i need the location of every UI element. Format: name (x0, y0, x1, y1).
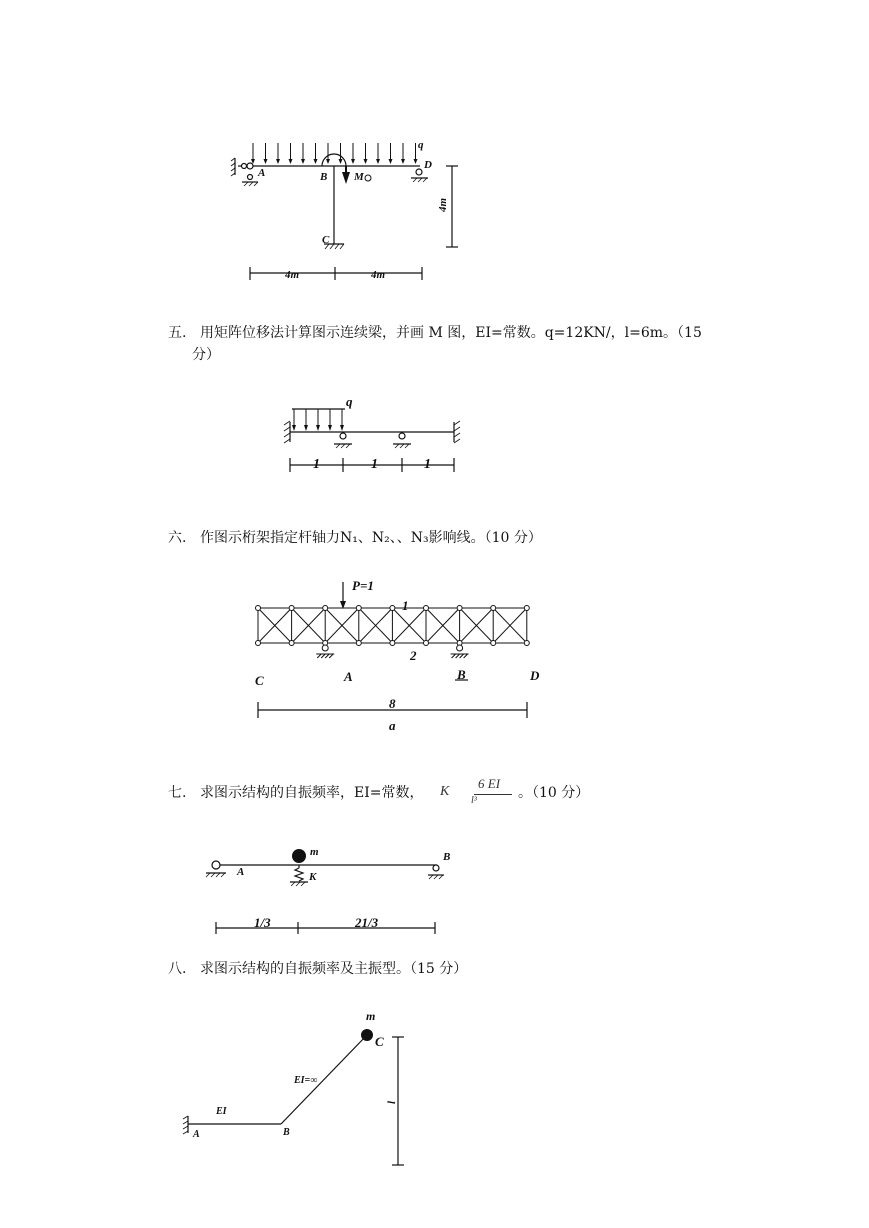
node-label-a: A (258, 167, 266, 179)
node-label-b: B (320, 171, 328, 183)
dim-label-1: 4m (285, 269, 300, 281)
span-label-3: 1 (424, 457, 431, 472)
node-label-c: C (322, 234, 330, 246)
mass-label: m (310, 846, 319, 858)
spring-label-k: K (309, 871, 317, 883)
question-number: 五. (168, 325, 187, 341)
unit-label: a (389, 718, 396, 733)
question-number: 六. (168, 530, 187, 546)
node-label-c: C (375, 1034, 384, 1049)
member-label-1: 1 (402, 598, 409, 613)
question-text: 作图示桁架指定杆轴力N₁、N₂、、N₃影响线。（10 分） (200, 530, 542, 546)
question-text-cont: 分） (192, 347, 220, 363)
question-text: 求图示结构的自振频率，EI=常数， (200, 785, 424, 801)
node-label-d: D (424, 159, 432, 171)
node-label-b: B (457, 667, 466, 682)
member-label-2: 2 (410, 648, 417, 663)
question-number: 七. (168, 785, 187, 801)
span-label-2: 21/3 (355, 915, 379, 930)
node-label-a: A (344, 669, 353, 684)
question-text: 求图示结构的自振频率及主振型。（15 分） (200, 961, 468, 977)
node-label-b: B (443, 851, 451, 863)
span-label-1: 1 (313, 457, 320, 472)
dim-label-2: 4m (371, 269, 386, 281)
mass-label: m (366, 1009, 376, 1023)
question-text: 用矩阵位移法计算图示连续梁，并画 M 图，EI=常数。q=12KN/，l=6m。（15 (200, 325, 702, 341)
dim-label-vertical: 4m (437, 197, 449, 212)
moment-label: M (354, 171, 364, 183)
node-label-a: A (237, 866, 245, 878)
formula-k: K (440, 784, 450, 799)
span-label-1: 1/3 (254, 915, 271, 930)
rigidity-label-bc: EI=∞ (294, 1075, 318, 1086)
load-label-q: q (418, 139, 424, 151)
height-label: l (386, 1100, 398, 1104)
question-number: 八. (168, 961, 187, 977)
question-7-end: 。（10 分） (518, 785, 590, 801)
node-label-d: D (530, 668, 540, 683)
formula-numerator: 6 EI (478, 776, 501, 791)
node-label-c: C (255, 673, 264, 688)
formula-denominator: l³ (471, 795, 477, 806)
node-label-b: B (283, 1127, 290, 1138)
span-label-2: 1 (371, 457, 378, 472)
node-label-a: A (193, 1129, 200, 1140)
rigidity-label-ab: EI (216, 1106, 227, 1117)
load-label-q: q (346, 394, 353, 409)
load-label-p: P=1 (352, 578, 374, 593)
span-label: 8 (389, 696, 396, 711)
